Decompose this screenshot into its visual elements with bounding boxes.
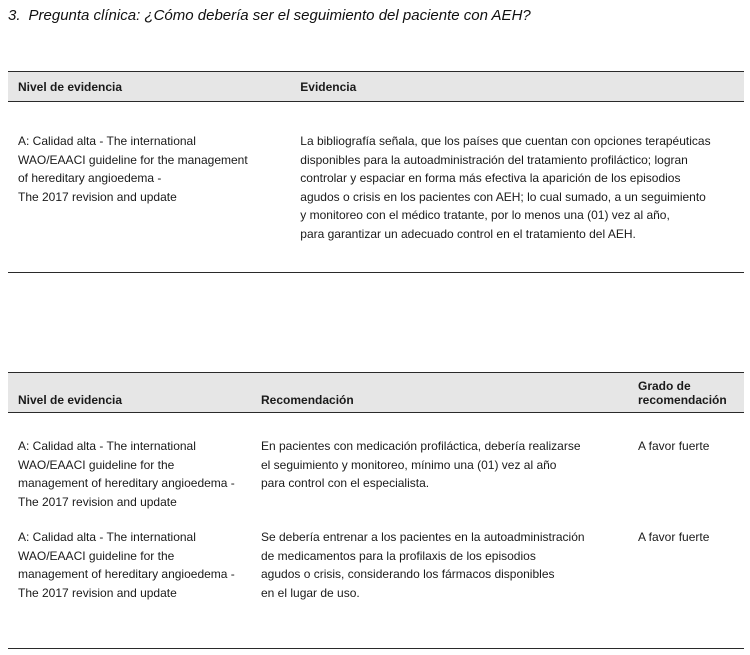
recommendation-grade-cell: A favor fuerte — [638, 439, 710, 453]
header-recommendation-grade: Grado de recomendación — [638, 379, 727, 407]
question-text: Pregunta clínica: ¿Cómo debería ser el seguimiento del paciente con AEH? — [28, 7, 531, 24]
clinical-question-heading — [8, 7, 531, 24]
table-row — [8, 528, 744, 649]
recommendation-level-cell: A: Calidad alta - The international WAO/EAACI guideline for the management of hereditary angioedema - The 2017 revision and update — [18, 530, 235, 600]
table-row — [8, 413, 744, 529]
question-number: 3. — [8, 7, 21, 24]
recommendation-text-cell: Se debería entrenar a los pacientes en la autoadministración de medicamentos para la profilaxis de los episodios agudos o crisis, considerando los fármacos disponibles en el lugar de uso. — [261, 530, 585, 600]
recommendation-table-header-row — [8, 373, 744, 413]
recommendation-table — [8, 372, 744, 649]
recommendation-text-cell: En pacientes con medicación profiláctica, debería realizarse el seguimiento y monitoreo, mínimo una (01) vez al año para control con el especialista. — [261, 439, 581, 490]
header-evidence-level: Nivel de evidencia — [18, 393, 123, 407]
table-row — [8, 102, 744, 273]
evidence-text-cell: La bibliografía señala, que los países que cuentan con opciones terapéuticas disponibles para la autoadministración del tratamiento profiláctico; logran controlar y espaciar en forma más efectiva la aparición de los episodios agudos o crisis en los pacientes con AEH; lo cual sumado, a un seguimiento y monitoreo con el médico tratante, por lo menos una (01) vez al año, para garantizar un adecuado control en el tratamiento del AEH. — [300, 134, 711, 241]
header-evidence: Evidencia — [300, 80, 357, 94]
evidence-table — [8, 71, 744, 273]
evidence-table-header-row — [8, 72, 744, 102]
header-recommendation: Recomendación — [261, 393, 354, 407]
recommendation-grade-cell: A favor fuerte — [638, 530, 710, 544]
recommendation-level-cell: A: Calidad alta - The international WAO/EAACI guideline for the management of hereditary angioedema - The 2017 revision and update — [18, 439, 235, 509]
header-evidence-level: Nivel de evidencia — [18, 80, 123, 94]
evidence-level-cell: A: Calidad alta - The international WAO/EAACI guideline for the management of hereditary angioedema - The 2017 revision and update — [18, 134, 248, 204]
